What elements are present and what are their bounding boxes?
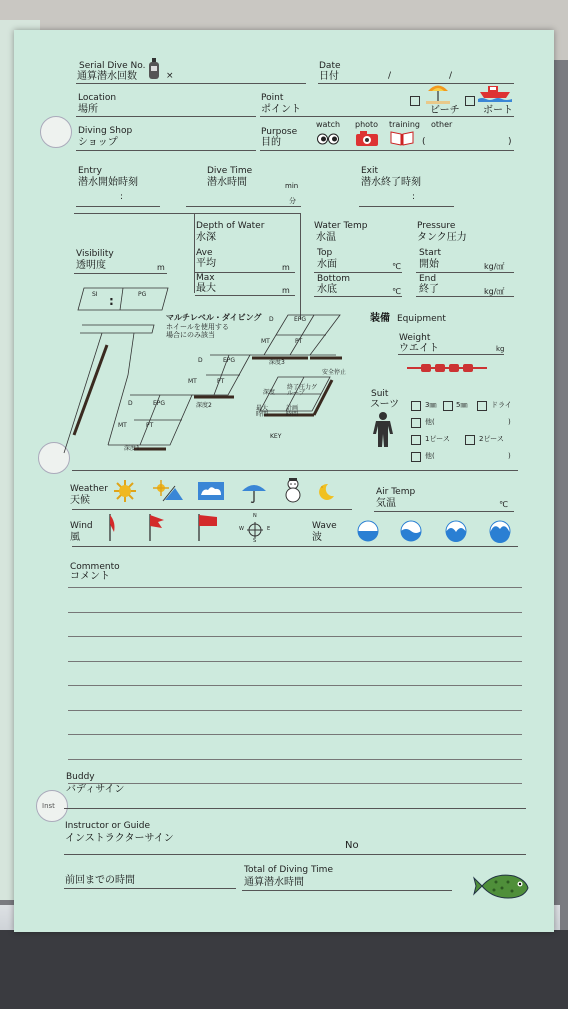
flag-strong-icon[interactable] (197, 514, 217, 542)
level2-d: D (198, 357, 203, 364)
tank-icon (148, 58, 160, 80)
level3-d: D (269, 316, 274, 323)
purpose-training-label: training (389, 120, 420, 129)
air-temp-deg: ℃ (499, 500, 508, 509)
equipment-title-jp: 装備 (370, 313, 390, 324)
comment-line[interactable] (68, 587, 522, 588)
suit-2piece-checkbox[interactable] (465, 435, 475, 445)
top-label-jp: 水面 (317, 259, 337, 270)
purpose-label-en: Purpose (261, 127, 298, 137)
total-time-field[interactable] (242, 890, 452, 891)
suit-2piece-label: 2ピース (479, 435, 504, 443)
comment-label-en: Commento (70, 562, 120, 572)
serial-times: × (166, 71, 174, 81)
water-temp-label-en: Water Temp (314, 221, 368, 231)
depth-label-en: Depth of Water (196, 221, 265, 231)
instructor-label-en: Instructor or Guide (65, 821, 151, 831)
sun-cloud-icon[interactable] (153, 480, 183, 502)
dive-time-field[interactable] (186, 206, 301, 207)
suit-5mm-label: 5㎜ (456, 401, 468, 409)
comment-line[interactable] (68, 710, 522, 711)
dive-time-label-en: Dive Time (207, 166, 253, 176)
safety-stop-label: 安全停止 (322, 369, 347, 376)
pressure-label-jp: タンク圧力 (417, 232, 467, 243)
level1-mt: MT (118, 422, 127, 429)
suit-5mm-checkbox[interactable] (443, 401, 453, 411)
section-divider-weather (72, 470, 518, 471)
suit-dry-label: ドライ (491, 401, 512, 409)
dive-log-sheet (14, 30, 554, 932)
water-temp-label-jp: 水温 (316, 232, 336, 243)
suit-dry-checkbox[interactable] (477, 401, 487, 411)
ave-label-jp: 平均 (196, 258, 216, 269)
top-field[interactable] (314, 272, 402, 273)
purpose-photo-label: photo (355, 120, 379, 129)
weather-row-line (72, 509, 352, 510)
shop-label-en: Diving Shop (78, 126, 133, 136)
level3-label: 深度3 (269, 359, 285, 366)
boat-checkbox[interactable] (465, 96, 475, 106)
ave-label-en: Ave (196, 248, 213, 258)
air-temp-label-en: Air Temp (376, 487, 416, 497)
serial-field[interactable] (76, 83, 306, 84)
visibility-label-jp: 透明度 (76, 260, 106, 271)
end-label-jp: 終了 (419, 284, 439, 295)
suit-3mm-checkbox[interactable] (411, 401, 421, 411)
purpose-other-label: other (431, 120, 453, 129)
dive-time-min: min (285, 182, 299, 190)
equipment-title-en: Equipment (397, 314, 446, 324)
bottom-label-en: Bottom (317, 274, 351, 284)
max-label-jp: 最大 (196, 283, 216, 294)
start-label-en: Start (419, 248, 441, 258)
exit-label-jp: 潜水終了時刻 (361, 177, 421, 188)
date-label-jp: 日付 (319, 71, 339, 82)
weight-label-en: Weight (399, 333, 431, 343)
top-label-en: Top (317, 248, 333, 258)
key-max-time: 最大時間 (256, 405, 269, 418)
purpose-paren-close: ) (508, 137, 512, 147)
comment-label-jp: コメント (70, 571, 110, 582)
cloudy-icon[interactable] (198, 482, 224, 500)
compass-n: N (253, 513, 257, 519)
depth-label-jp: 水深 (196, 232, 216, 243)
suit-label-jp: スーツ (370, 399, 400, 410)
end-label-en: End (419, 274, 437, 284)
key-plan-time: 計画時間 (286, 405, 299, 418)
beach-checkbox[interactable] (410, 96, 420, 106)
air-temp-label-jp: 気温 (376, 498, 396, 509)
wind-label-en: Wind (70, 521, 93, 531)
level2-mt: MT (188, 378, 197, 385)
purpose-field[interactable] (260, 150, 514, 151)
point-label-jp: ポイント (261, 104, 301, 115)
serial-label-jp: 通算潜水回数 (77, 71, 137, 82)
comment-line[interactable] (68, 661, 522, 662)
dive-time-label-jp: 潜水時間 (207, 177, 247, 188)
visibility-field[interactable] (74, 273, 167, 274)
max-unit: m (282, 286, 290, 295)
location-field[interactable] (76, 116, 256, 117)
compass-e: E (267, 526, 271, 532)
wind-row-line (72, 546, 518, 547)
previous-time-field[interactable] (64, 888, 236, 889)
beach-icon (426, 82, 450, 104)
exit-colon: : (412, 192, 416, 202)
suit-1piece-checkbox[interactable] (411, 435, 421, 445)
wetsuit-icon (372, 412, 394, 448)
moon-icon[interactable] (316, 482, 336, 502)
eyes-icon[interactable] (317, 133, 339, 145)
shop-label-jp: ショップ (78, 137, 118, 148)
umbrella-icon[interactable] (241, 481, 267, 503)
multi-note-2: 場合にのみ該当 (166, 331, 215, 339)
buddy-label-en: Buddy (66, 772, 95, 782)
previous-time-label: 前回までの時間 (65, 875, 135, 886)
fish-logo-icon (474, 870, 532, 902)
snowman-icon[interactable] (284, 478, 302, 502)
date-sep-1: / (388, 71, 392, 81)
comment-line[interactable] (68, 783, 522, 784)
total-time-label-en: Total of Diving Time (244, 865, 333, 875)
level2-label: 深度2 (196, 402, 212, 409)
instructor-label-jp: インストラクターサイン (65, 833, 174, 844)
boat-label: ボート (483, 105, 513, 116)
suit-other1-label: 他( (425, 418, 435, 426)
multi-title: マルチレベル・ダイビング (166, 313, 262, 322)
max-label-en: Max (196, 273, 215, 283)
purpose-watch-label: watch (316, 120, 341, 129)
shop-field[interactable] (76, 150, 256, 151)
exit-label-en: Exit (361, 166, 379, 176)
top-deg: ℃ (392, 262, 401, 271)
wave-high-icon[interactable] (489, 520, 511, 542)
level2-pt: PT (217, 378, 225, 385)
suit-other1-checkbox[interactable] (411, 418, 421, 428)
wave-medium-icon[interactable] (445, 520, 467, 542)
comment-line[interactable] (68, 734, 522, 735)
purpose-paren-open: ( (422, 137, 426, 147)
compass-w: W (239, 526, 244, 532)
location-label-en: Location (78, 93, 117, 103)
serial-label-en: Serial Dive No. (79, 61, 146, 71)
location-label-jp: 場所 (78, 104, 98, 115)
pressure-label-en: Pressure (417, 221, 456, 231)
depth-box-divider (194, 213, 195, 293)
instructor-no-label: No (345, 840, 359, 851)
point-label-en: Point (261, 93, 284, 103)
camera-icon[interactable] (355, 131, 379, 147)
end-field[interactable] (416, 296, 514, 297)
level3-pt: PT (295, 338, 303, 345)
under-sheet-text: Inst (42, 802, 55, 810)
buddy-signature-field[interactable] (64, 808, 526, 809)
level3-epg: EPG (294, 316, 307, 323)
weather-label-jp: 天候 (70, 495, 90, 506)
key-end-pressure: 終了圧力グループ (287, 384, 318, 397)
air-temp-field[interactable] (374, 511, 514, 512)
level1-epg: EPG (153, 400, 166, 407)
date-sep-2: / (449, 71, 453, 81)
suit-1piece-label: 1ピース (425, 435, 450, 443)
level1-d: D (128, 400, 133, 407)
wave-small-icon[interactable] (400, 520, 422, 542)
diagram-si: SI (92, 291, 98, 298)
comment-line[interactable] (68, 612, 522, 613)
level2-epg: EPG (223, 357, 236, 364)
exit-field[interactable] (359, 206, 454, 207)
weight-unit: kg (496, 345, 505, 353)
visibility-unit: m (157, 263, 165, 272)
visibility-label-en: Visibility (76, 249, 114, 259)
suit-label-en: Suit (371, 389, 389, 399)
point-field[interactable] (260, 116, 514, 117)
sun-icon[interactable] (114, 480, 136, 502)
total-time-label-jp: 通算潜水時間 (244, 877, 304, 888)
binder-hole-middle (38, 442, 70, 474)
ave-unit: m (282, 263, 290, 272)
dive-profile-diagram (74, 285, 364, 460)
instructor-signature-field[interactable] (64, 854, 526, 855)
boat-icon (478, 84, 512, 102)
comment-line[interactable] (68, 759, 522, 760)
beach-label: ビーチ (430, 105, 460, 116)
level1-pt: PT (146, 422, 154, 429)
suit-3mm-label: 3㎜ (425, 401, 437, 409)
wind-label-jp: 風 (70, 532, 80, 543)
key-depth: 深度 (263, 389, 276, 396)
level1-label: 深度1 (124, 445, 140, 452)
entry-colon: : (120, 192, 124, 202)
weight-belt-icon (407, 363, 487, 373)
bottom-deg: ℃ (392, 287, 401, 296)
diagram-pg: PG (138, 291, 147, 298)
wave-label-jp: 波 (312, 532, 322, 543)
start-label-jp: 開始 (419, 259, 439, 270)
date-label-en: Date (319, 61, 341, 71)
wave-calm-icon[interactable] (357, 520, 379, 542)
start-unit: kg/㎠ (484, 262, 505, 271)
weight-field[interactable] (398, 354, 504, 355)
table-surface (0, 930, 568, 1009)
level3-mt: MT (261, 338, 270, 345)
entry-field[interactable] (76, 206, 160, 207)
purpose-label-jp: 目的 (261, 137, 281, 148)
suit-other2-checkbox[interactable] (411, 452, 421, 462)
multi-note-1: ホイールを使用する (166, 323, 229, 331)
flag-calm-icon[interactable] (108, 514, 122, 542)
key-label: KEY (270, 433, 282, 440)
book-icon[interactable] (390, 131, 414, 146)
suit-other1-close: ) (508, 418, 511, 426)
weight-label-jp: ウエイト (399, 343, 439, 354)
dive-time-fun: 分 (289, 197, 296, 205)
binder-hole-top (40, 116, 72, 148)
start-field[interactable] (416, 272, 514, 273)
buddy-label-jp: バディサイン (66, 784, 125, 795)
end-unit: kg/㎠ (484, 287, 505, 296)
wave-label-en: Wave (312, 521, 337, 531)
entry-label-en: Entry (78, 166, 102, 176)
suit-other2-close: ) (508, 452, 511, 460)
bottom-label-jp: 水底 (317, 284, 337, 295)
comment-line[interactable] (68, 685, 522, 686)
flag-breeze-icon[interactable] (148, 514, 166, 542)
entry-label-jp: 潜水開始時刻 (78, 177, 138, 188)
comment-line[interactable] (68, 636, 522, 637)
compass-s: S (253, 538, 257, 544)
weather-label-en: Weather (70, 484, 108, 494)
diagram-colon: : (109, 294, 114, 308)
suit-other2-label: 他( (425, 452, 435, 460)
